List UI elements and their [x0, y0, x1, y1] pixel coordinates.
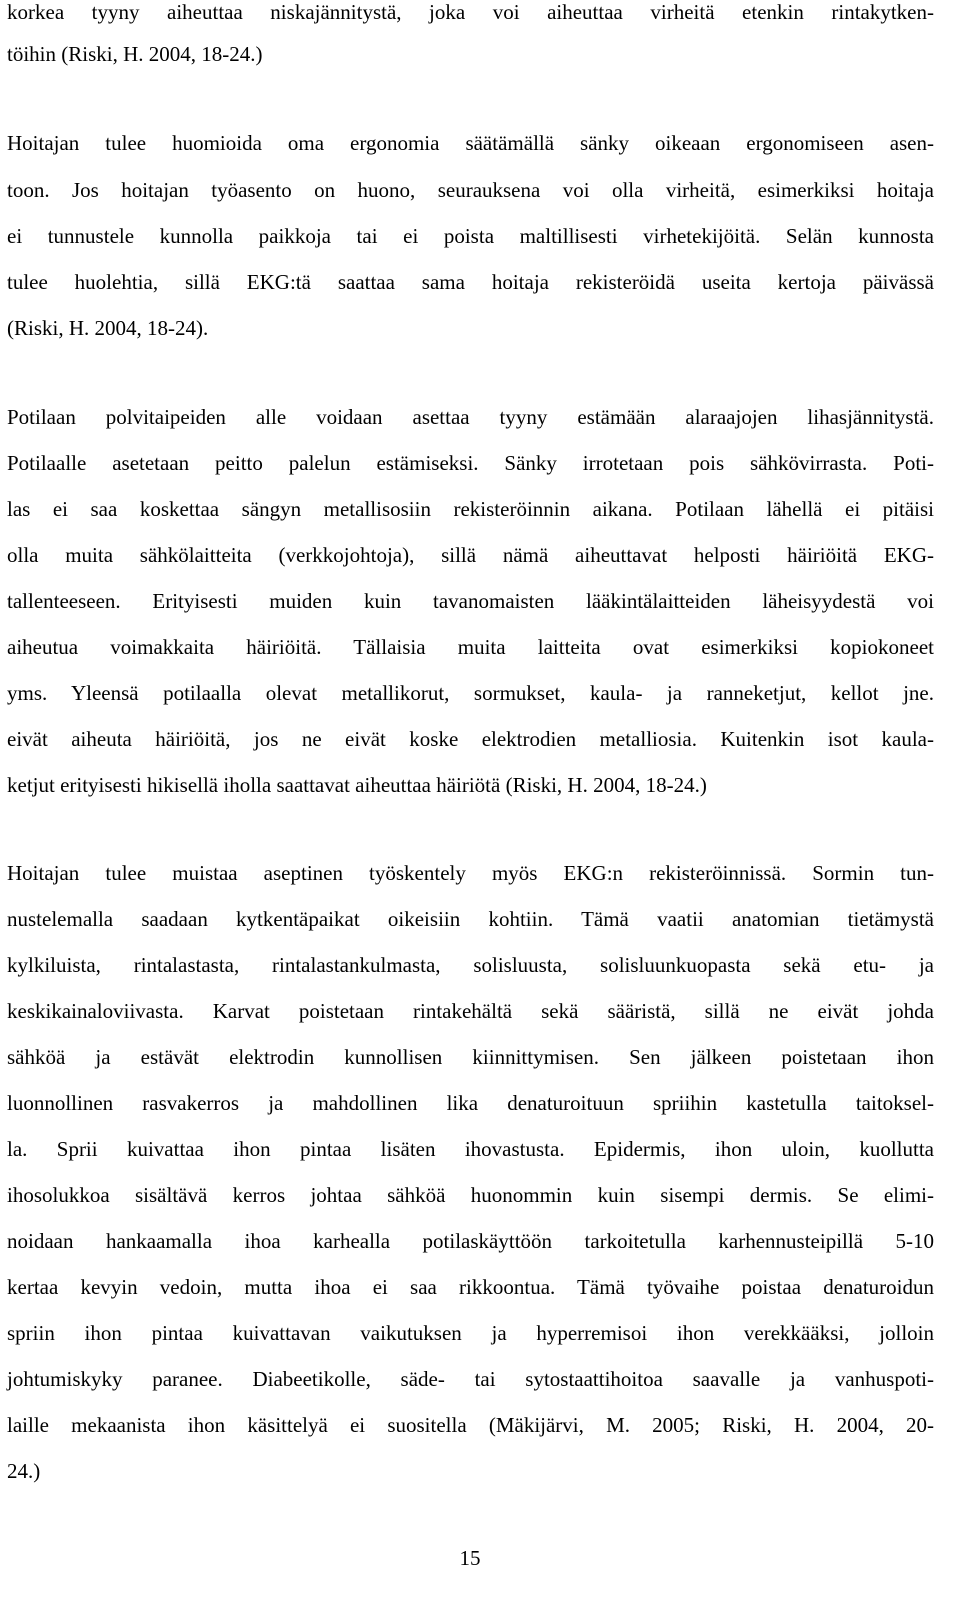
- paragraph-4-line-9: noidaan hankaamalla ihoa karhealla potilaskäyttöön tarkoitetulla karhennusteipillä 5-10: [7, 1229, 934, 1253]
- paragraph-4-line-10: kertaa kevyin vedoin, mutta ihoa ei saa rikkoontua. Tämä työvaihe poistaa denaturoidun: [7, 1275, 934, 1299]
- paragraph-3-line-1: Potilaan polvitaipeiden alle voidaan asettaa tyyny estämään alaraajojen lihasjännitystä.: [7, 405, 934, 429]
- paragraph-4-line-1: Hoitajan tulee muistaa aseptinen työskentely myös EKG:n rekisteröinnissä. Sormin tun-: [7, 861, 934, 885]
- paragraph-4-line-5: sähköä ja estävät elektrodin kunnollisen kiinnittymisen. Sen jälkeen poistetaan ihon: [7, 1045, 934, 1069]
- paragraph-2-line-5: (Riski, H. 2004, 18-24).: [7, 316, 209, 340]
- paragraph-2-line-2: toon. Jos hoitajan työasento on huono, seurauksena voi olla virheitä, esimerkiksi hoitaja: [7, 178, 934, 202]
- paragraph-4-line-14: 24.): [7, 1459, 41, 1483]
- paragraph-4-line-8: ihosolukkoa sisältävä kerros johtaa sähköä huonommin kuin sisempi dermis. Se elimi-: [7, 1183, 934, 1207]
- page-number: 15: [459, 1546, 481, 1570]
- paragraph-3-line-5: tallenteeseen. Erityisesti muiden kuin tavanomaisten lääkintälaitteiden läheisyydestä voi: [7, 589, 934, 613]
- paragraph-3-line-6: aiheutua voimakkaita häiriöitä. Tällaisia muita laitteita ovat esimerkiksi kopiokoneet: [7, 635, 934, 659]
- paragraph-4-line-11: spriin ihon pintaa kuivattavan vaikutuksen ja hyperremisoi ihon verekkääksi, jolloin: [7, 1321, 934, 1345]
- paragraph-3-line-2: Potilaalle asetetaan peitto palelun estämiseksi. Sänky irrotetaan pois sähkövirrasta. Poti-: [7, 451, 934, 475]
- paragraph-4-line-4: keskikainaloviivasta. Karvat poistetaan rintakehältä sekä sääristä, sillä ne eivät johda: [7, 999, 934, 1023]
- paragraph-3-line-7: yms. Yleensä potilaalla olevat metallikorut, sormukset, kaula- ja ranneketjut, kellot jne.: [7, 681, 934, 705]
- paragraph-2-line-1: Hoitajan tulee huomioida oma ergonomia säätämällä sänky oikeaan ergonomiseen asen-: [7, 131, 934, 155]
- paragraph-4-line-6: luonnollinen rasvakerros ja mahdollinen lika denaturoituun spriihin kastetulla taitoksel-: [7, 1091, 934, 1115]
- paragraph-3-line-4: olla muita sähkölaitteita (verkkojohtoja), sillä nämä aiheuttavat helposti häiriöitä EKG-: [7, 543, 934, 567]
- paragraph-4-line-3: kylkiluista, rintalastasta, rintalastankulmasta, solisluusta, solisluunkuopasta sekä etu- ja: [7, 953, 934, 977]
- paragraph-3-line-8: eivät aiheuta häiriöitä, jos ne eivät koske elektrodien metalliosia. Kuitenkin isot kaula-: [7, 727, 934, 751]
- paragraph-4-line-12: johtumiskyky paranee. Diabeetikolle, säde- tai sytostaattihoitoa saavalle ja vanhuspoti-: [7, 1367, 934, 1391]
- paragraph-2-line-4: tulee huolehtia, sillä EKG:tä saattaa sama hoitaja rekisteröidä useita kertoja päivässä: [7, 270, 934, 294]
- paragraph-1-line-1: korkea tyyny aiheuttaa niskajännitystä, joka voi aiheuttaa virheitä etenkin rintakytken-: [7, 0, 934, 24]
- paragraph-1-line-2: töihin (Riski, H. 2004, 18-24.): [7, 42, 263, 66]
- paragraph-4-line-7: la. Sprii kuivattaa ihon pintaa lisäten ihovastusta. Epidermis, ihon uloin, kuollutta: [7, 1137, 934, 1161]
- paragraph-3-line-9: ketjut erityisesti hikisellä iholla saattavat aiheuttaa häiriötä (Riski, H. 2004, 18-24.): [7, 773, 707, 797]
- paragraph-4-line-2: nustelemalla saadaan kytkentäpaikat oikeisiin kohtiin. Tämä vaatii anatomian tietämystä: [7, 907, 934, 931]
- paragraph-3-line-3: las ei saa koskettaa sängyn metallisosiin rekisteröinnin aikana. Potilaan lähellä ei pitäisi: [7, 497, 934, 521]
- paragraph-2-line-3: ei tunnustele kunnolla paikkoja tai ei poista maltillisesti virhetekijöitä. Selän kunnosta: [7, 224, 934, 248]
- paragraph-4-line-13: laille mekaanista ihon käsittelyä ei suositella (Mäkijärvi, M. 2005; Riski, H. 2004, 20-: [7, 1413, 934, 1437]
